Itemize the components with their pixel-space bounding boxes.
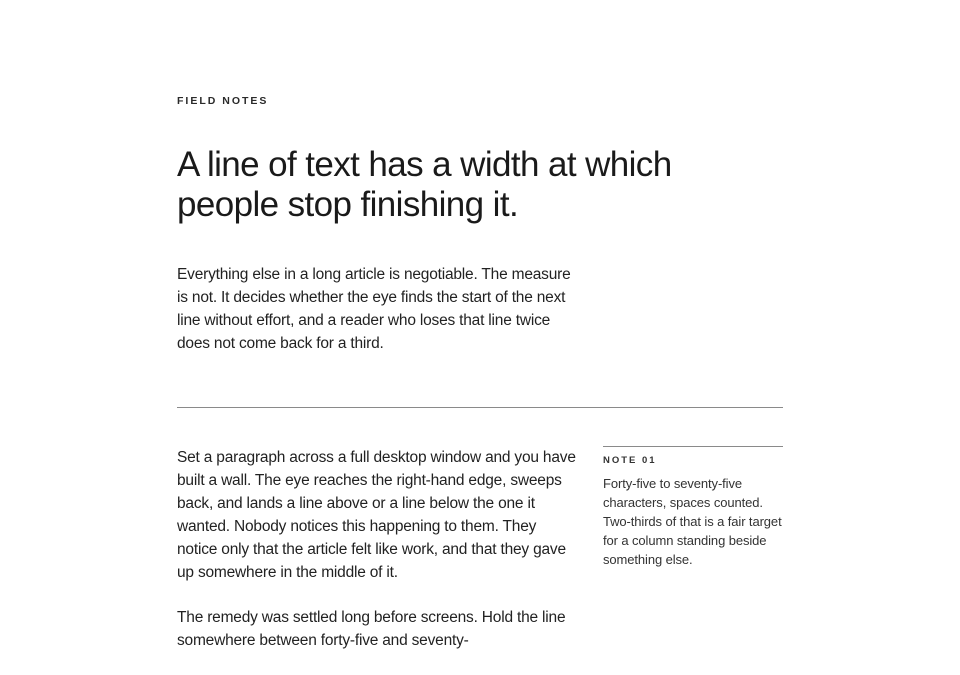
article-headline: A line of text has a width at which people stop finishing it. bbox=[177, 145, 672, 224]
sidenote-text: Forty-five to seventy-five characters, spaces counted. Two-thirds of that is a fair target for a column standing beside something else. bbox=[603, 476, 782, 567]
section-eyebrow: FIELD NOTES bbox=[177, 95, 269, 107]
section-divider bbox=[177, 407, 783, 408]
body-paragraph: The remedy was settled long before screens. Hold the line somewhere between forty-five and seventy- bbox=[177, 609, 566, 649]
article-body bbox=[177, 446, 577, 674]
body-paragraph: Set a paragraph across a full desktop window and you have built a wall. The eye reaches the right-hand edge, sweeps back, and lands a line above or a line below the one it wanted. Nobody notices this happening to them. They notice only that the article felt like work, and that they gave up somewhere in the middle of it. bbox=[177, 449, 576, 581]
sidenote-label: NOTE 01 bbox=[603, 455, 657, 466]
sidenote bbox=[603, 446, 783, 569]
article-lede: Everything else in a long article is negotiable. The measure is not. It decides whether the eye finds the start of the next line without effort, and a reader who loses that line twice does not come back for a third. bbox=[177, 266, 571, 352]
